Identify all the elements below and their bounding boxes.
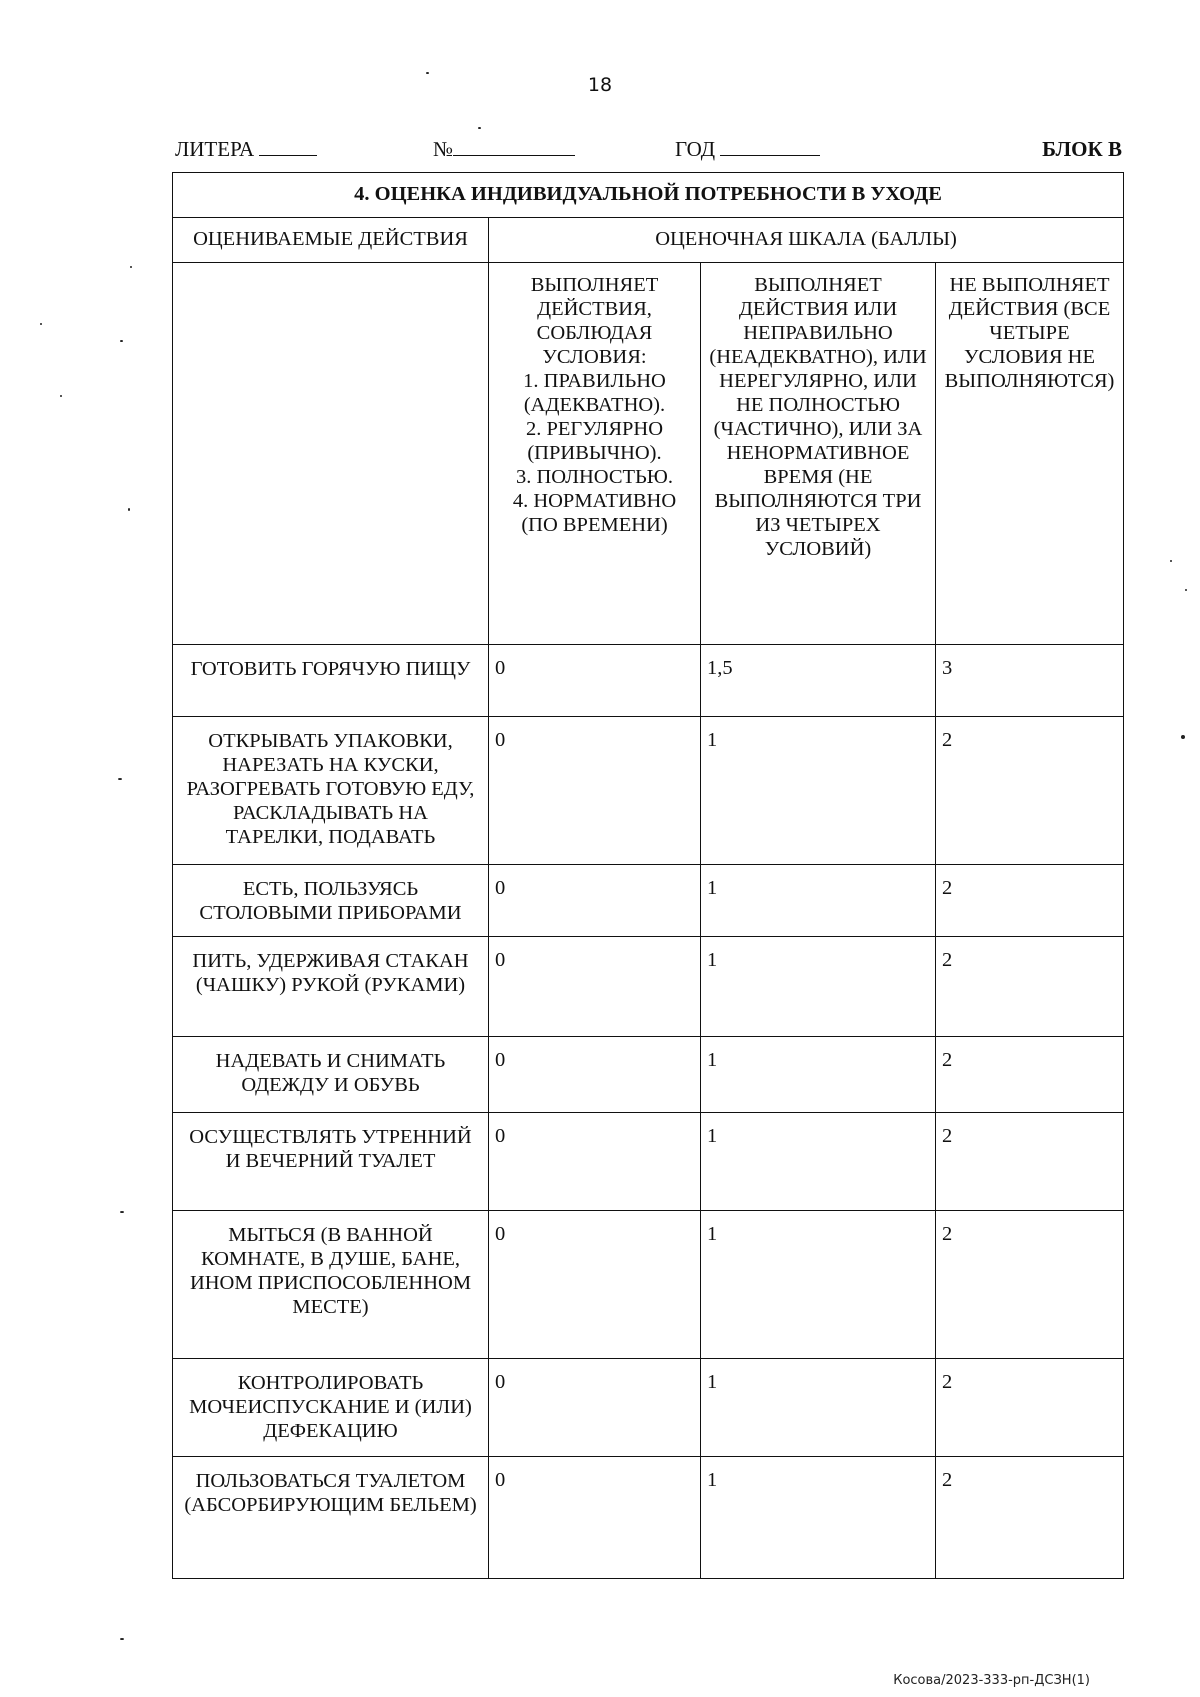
year-label: ГОД [675, 137, 716, 161]
scale-column-header: ОЦЕНОЧНАЯ ШКАЛА (БАЛЛЫ) [489, 218, 1124, 263]
action-cell: ОТКРЫВАТЬ УПАКОВКИ, НАРЕЗАТЬ НА КУСКИ, РАЗОГРЕВАТЬ ГОТОВУЮ ЕДУ, РАСКЛАДЫВАТЬ НА ТАРЕЛКИ, ПОДАВАТЬ [173, 717, 489, 865]
score-cell-0: 0 [489, 717, 701, 865]
action-cell: ПОЛЬЗОВАТЬСЯ ТУАЛЕТОМ (АБСОРБИРУЮЩИМ БЕЛЬЕМ) [173, 1457, 489, 1579]
score-cell-0: 0 [489, 937, 701, 1037]
scale-description-row [173, 263, 1124, 645]
score-cell-1: 1 [701, 1457, 936, 1579]
score-cell-1: 1 [701, 1359, 936, 1457]
scan-speck [1170, 560, 1172, 562]
score-cell-0: 0 [489, 1211, 701, 1359]
table-row [173, 645, 1124, 717]
table-row [173, 1211, 1124, 1359]
scan-speck [120, 1638, 124, 1640]
litera-blank [259, 137, 317, 156]
score-cell-0: 0 [489, 865, 701, 937]
year-field [675, 137, 820, 162]
table-row [173, 1457, 1124, 1579]
score-cell-1: 1 [701, 717, 936, 865]
score-cell-2: 2 [936, 1113, 1124, 1211]
action-cell: НАДЕВАТЬ И СНИМАТЬ ОДЕЖДУ И ОБУВЬ [173, 1037, 489, 1113]
scan-speck [426, 72, 429, 74]
score-cell-1: 1 [701, 937, 936, 1037]
scale-description-1: ВЫПОЛНЯЕТ ДЕЙСТВИЯ ИЛИ НЕПРАВИЛЬНО (НЕАДЕКВАТНО), ИЛИ НЕРЕГУЛЯРНО, ИЛИ НЕ ПОЛНОСТЬЮ (ЧАСТИЧНО), ИЛИ ЗА НЕНОРМАТИВНОЕ ВРЕМЯ (НЕ ВЫПОЛНЯЮТСЯ ТРИ ИЗ ЧЕТЫРЕХ УСЛОВИЙ) [701, 263, 936, 645]
scan-speck [40, 323, 42, 325]
action-cell: МЫТЬСЯ (В ВАННОЙ КОМНАТЕ, В ДУШЕ, БАНЕ, ИНОМ ПРИСПОСОБЛЕННОМ МЕСТЕ) [173, 1211, 489, 1359]
actions-column-header: ОЦЕНИВАЕМЫЕ ДЕЙСТВИЯ [173, 218, 489, 263]
form-header-line [175, 137, 1122, 167]
score-cell-0: 0 [489, 1113, 701, 1211]
table-row [173, 865, 1124, 937]
score-cell-1: 1 [701, 1211, 936, 1359]
action-cell: ОСУЩЕСТВЛЯТЬ УТРЕННИЙ И ВЕЧЕРНИЙ ТУАЛЕТ [173, 1113, 489, 1211]
scan-speck [120, 340, 123, 342]
number-field [433, 137, 575, 162]
scan-speck [128, 508, 130, 511]
table-row [173, 717, 1124, 865]
score-cell-1: 1,5 [701, 645, 936, 717]
scan-speck [60, 395, 62, 397]
score-cell-0: 0 [489, 1457, 701, 1579]
score-cell-2: 2 [936, 1359, 1124, 1457]
scale-description-2: НЕ ВЫПОЛНЯЕТ ДЕЙСТВИЯ (ВСЕ ЧЕТЫРЕ УСЛОВИЯ НЕ ВЫПОЛНЯЮТСЯ) [936, 263, 1124, 645]
care-needs-table [172, 172, 1124, 1579]
title-row [173, 173, 1124, 218]
score-cell-1: 1 [701, 1113, 936, 1211]
table-row [173, 1359, 1124, 1457]
number-label: № [433, 137, 454, 161]
year-blank [720, 137, 820, 156]
scan-speck [1181, 735, 1185, 739]
block-label: БЛОК В [1042, 137, 1122, 161]
action-cell: КОНТРОЛИРОВАТЬ МОЧЕИСПУСКАНИЕ И (ИЛИ) ДЕФЕКАЦИЮ [173, 1359, 489, 1457]
score-cell-2: 2 [936, 937, 1124, 1037]
scale-description-0: ВЫПОЛНЯЕТ ДЕЙСТВИЯ, СОБЛЮДАЯ УСЛОВИЯ: 1. ПРАВИЛЬНО (АДЕКВАТНО). 2. РЕГУЛЯРНО (ПРИВЫЧНО). 3. ПОЛНОСТЬЮ. 4. НОРМАТИВНО (ПО ВРЕМЕНИ) [489, 263, 701, 645]
table-row [173, 1037, 1124, 1113]
scan-speck [1185, 589, 1187, 591]
table-row [173, 937, 1124, 1037]
score-cell-2: 2 [936, 1037, 1124, 1113]
scan-speck [478, 127, 481, 129]
score-cell-1: 1 [701, 1037, 936, 1113]
action-cell: ЕСТЬ, ПОЛЬЗУЯСЬ СТОЛОВЫМИ ПРИБОРАМИ [173, 865, 489, 937]
subheader-row [173, 218, 1124, 263]
score-cell-0: 0 [489, 1359, 701, 1457]
table-row [173, 1113, 1124, 1211]
score-cell-0: 0 [489, 645, 701, 717]
action-cell: ПИТЬ, УДЕРЖИВАЯ СТАКАН (ЧАШКУ) РУКОЙ (РУКАМИ) [173, 937, 489, 1037]
number-blank [453, 137, 575, 156]
scan-speck [118, 778, 122, 780]
score-cell-2: 3 [936, 645, 1124, 717]
scan-speck [120, 1211, 124, 1213]
form-title: 4. ОЦЕНКА ИНДИВИДУАЛЬНОЙ ПОТРЕБНОСТИ В УХОДЕ [173, 173, 1124, 218]
score-cell-2: 2 [936, 1457, 1124, 1579]
empty-header-cell [173, 263, 489, 645]
score-cell-0: 0 [489, 1037, 701, 1113]
litera-field [175, 137, 317, 162]
score-cell-1: 1 [701, 865, 936, 937]
score-cell-2: 2 [936, 717, 1124, 865]
action-cell: ГОТОВИТЬ ГОРЯЧУЮ ПИЩУ [173, 645, 489, 717]
page-number: 18 [587, 74, 613, 96]
score-cell-2: 2 [936, 865, 1124, 937]
document-code: Косова/2023-333-рп-ДСЗН(1) [893, 1673, 1090, 1688]
scan-speck [130, 266, 132, 268]
litera-label: ЛИТЕРА [175, 137, 255, 161]
score-cell-2: 2 [936, 1211, 1124, 1359]
